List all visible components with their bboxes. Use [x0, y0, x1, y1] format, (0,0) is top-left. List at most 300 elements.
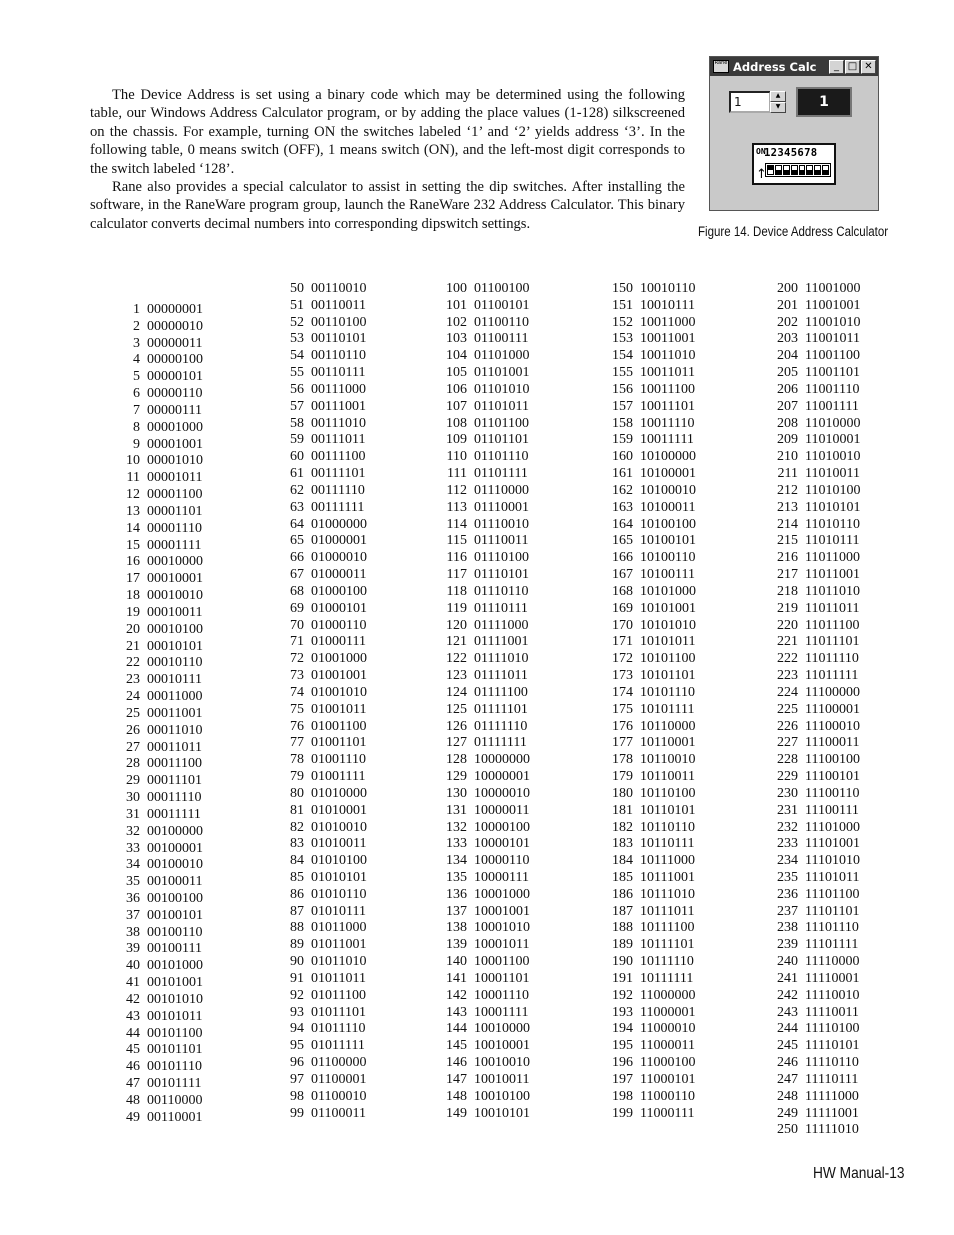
binary-code: 01010010	[311, 819, 367, 835]
address-number: 245	[777, 1038, 798, 1054]
binary-code: 00000101	[147, 369, 203, 385]
address-number: 196	[612, 1055, 633, 1071]
dip-switch-2[interactable]	[775, 165, 782, 175]
table-row	[110, 1026, 240, 1043]
table-row	[110, 554, 240, 571]
address-number: 136	[446, 886, 467, 902]
table-row	[274, 517, 404, 534]
address-number: 19	[126, 604, 140, 620]
binary-code: 00000001	[147, 302, 203, 317]
table-row	[768, 1005, 898, 1022]
address-number: 238	[777, 920, 798, 936]
address-number: 199	[612, 1105, 633, 1121]
address-number: 167	[612, 567, 633, 583]
dip-switch-8[interactable]	[822, 165, 829, 175]
spin-down-icon[interactable]: ▼	[770, 102, 786, 113]
binary-code: 01010011	[311, 836, 367, 852]
address-number: 112	[446, 482, 467, 498]
address-number: 243	[777, 1004, 798, 1020]
binary-code: 01100001	[311, 1071, 367, 1087]
address-number: 60	[290, 449, 304, 465]
address-number: 168	[612, 583, 633, 599]
dip-switch-1[interactable]	[767, 165, 774, 175]
address-number: 138	[446, 920, 467, 936]
address-number: 80	[290, 785, 304, 801]
table-row	[110, 1009, 240, 1026]
address-number: 27	[126, 739, 140, 755]
binary-code: 01101111	[474, 466, 528, 482]
table-row	[768, 500, 898, 517]
binary-code: 11101110	[805, 920, 859, 936]
address-number: 96	[290, 1055, 304, 1071]
binary-code: 10110000	[640, 718, 696, 734]
table-row	[437, 719, 567, 736]
table-row	[110, 336, 240, 353]
table-row	[110, 639, 240, 656]
address-number: 66	[290, 550, 304, 566]
address-number: 198	[612, 1088, 633, 1104]
binary-code: 00101011	[147, 1008, 203, 1024]
dip-switch-6[interactable]	[806, 165, 813, 175]
binary-code: 11000000	[640, 987, 696, 1003]
table-row	[437, 533, 567, 550]
dip-switch-bank	[765, 163, 831, 177]
binary-code: 11110010	[805, 987, 860, 1003]
table-row	[437, 634, 567, 651]
table-row	[110, 1059, 240, 1076]
address-number: 244	[777, 1021, 798, 1037]
table-row	[603, 719, 733, 736]
binary-code: 10001111	[474, 1004, 529, 1020]
binary-code: 10010010	[474, 1055, 530, 1071]
address-number: 158	[612, 415, 633, 431]
table-row	[768, 449, 898, 466]
table-row	[274, 1072, 404, 1089]
table-row	[437, 584, 567, 601]
binary-code: 10101001	[640, 600, 696, 616]
dip-switch-3[interactable]	[783, 165, 790, 175]
table-row	[768, 618, 898, 635]
address-number: 101	[446, 297, 467, 313]
binary-code: 11100100	[805, 752, 860, 768]
binary-code: 11011001	[805, 567, 860, 583]
binary-code: 11111010	[805, 1122, 859, 1138]
address-number: 8	[133, 419, 140, 435]
binary-code: 00010111	[147, 672, 202, 688]
table-row	[768, 365, 898, 382]
binary-code: 01011101	[311, 1004, 366, 1020]
address-number: 31	[126, 806, 140, 822]
address-number: 132	[446, 819, 467, 835]
table-row	[437, 836, 567, 853]
binary-code: 11010001	[805, 432, 861, 448]
address-number: 135	[446, 869, 467, 885]
address-number: 5	[133, 369, 140, 385]
address-number: 225	[777, 701, 798, 717]
binary-code: 00101010	[147, 991, 203, 1007]
table-row	[437, 735, 567, 752]
table-row	[110, 655, 240, 672]
binary-code: 00000110	[147, 386, 203, 402]
address-number: 156	[612, 381, 633, 397]
binary-code: 11000001	[640, 1004, 696, 1020]
binary-code: 01001001	[311, 668, 367, 684]
address-number: 11	[126, 470, 140, 486]
table-row	[768, 904, 898, 921]
table-row	[603, 1072, 733, 1089]
table-row	[437, 1072, 567, 1089]
address-number: 164	[612, 516, 633, 532]
table-row	[603, 988, 733, 1005]
table-row	[274, 786, 404, 803]
binary-code: 11010101	[805, 499, 861, 515]
address-number: 241	[777, 970, 798, 986]
binary-code: 01111001	[474, 634, 529, 650]
binary-code: 11010011	[805, 466, 860, 482]
binary-code: 10110110	[640, 819, 695, 835]
binary-code: 11100010	[805, 718, 860, 734]
address-number: 110	[446, 449, 467, 465]
table-row	[768, 803, 898, 820]
address-number: 188	[612, 920, 633, 936]
table-row	[110, 891, 240, 908]
table-row	[603, 634, 733, 651]
table-row	[437, 550, 567, 567]
table-row	[274, 769, 404, 786]
table-row	[768, 1122, 898, 1139]
binary-code: 01101010	[474, 381, 530, 397]
address-number: 62	[290, 482, 304, 498]
table-row	[437, 853, 567, 870]
address-number: 189	[612, 937, 633, 953]
address-number: 48	[126, 1092, 140, 1108]
table-row	[437, 348, 567, 365]
binary-code: 10100010	[640, 482, 696, 498]
binary-code: 00111001	[311, 398, 366, 414]
close-icon[interactable]: ✕	[861, 60, 876, 74]
table-row	[437, 517, 567, 534]
address-number: 137	[446, 903, 467, 919]
dipswitch-diagram	[752, 143, 836, 185]
table-row	[603, 567, 733, 584]
table-row	[768, 853, 898, 870]
address-number: 100	[446, 281, 467, 296]
table-row	[768, 483, 898, 500]
table-row	[768, 517, 898, 534]
table-row	[110, 588, 240, 605]
address-number: 1	[133, 302, 140, 317]
table-row	[768, 954, 898, 971]
binary-code: 00110101	[311, 331, 367, 347]
table-row	[603, 803, 733, 820]
table-row	[603, 836, 733, 853]
address-number: 108	[446, 415, 467, 431]
binary-code: 00010110	[147, 655, 203, 671]
binary-code: 10100101	[640, 533, 696, 549]
table-row	[768, 298, 898, 315]
address-number: 161	[612, 466, 633, 482]
address-number: 47	[126, 1076, 140, 1092]
table-row	[603, 382, 733, 399]
address-number: 63	[290, 499, 304, 515]
table-row	[437, 315, 567, 332]
binary-code: 00000010	[147, 318, 203, 334]
table-row	[274, 853, 404, 870]
binary-code: 00110001	[147, 1109, 203, 1125]
address-number: 90	[290, 954, 304, 970]
table-row	[603, 432, 733, 449]
address-number: 239	[777, 937, 798, 953]
address-number: 165	[612, 533, 633, 549]
table-row	[768, 702, 898, 719]
address-number: 32	[126, 823, 140, 839]
binary-code: 11011101	[805, 634, 860, 650]
table-row	[110, 908, 240, 925]
address-number: 150	[612, 281, 633, 296]
binary-code: 10010000	[474, 1021, 530, 1037]
binary-code: 01001010	[311, 684, 367, 700]
binary-code: 01010100	[311, 853, 367, 869]
binary-code: 11010100	[805, 482, 861, 498]
table-row	[274, 618, 404, 635]
table-row	[437, 567, 567, 584]
address-number: 240	[777, 954, 798, 970]
rane-app-icon: Rane	[713, 60, 729, 73]
address-number: 20	[126, 621, 140, 637]
binary-code: 10001011	[474, 937, 530, 953]
address-number: 102	[446, 314, 467, 330]
minimize-icon[interactable]: _	[829, 60, 844, 74]
table-row	[110, 538, 240, 555]
table-row	[768, 685, 898, 702]
address-number: 246	[777, 1055, 798, 1071]
binary-code: 11001000	[805, 281, 861, 296]
table-row	[437, 365, 567, 382]
address-number: 209	[777, 432, 798, 448]
table-row	[768, 601, 898, 618]
address-number: 204	[777, 348, 798, 364]
dip-switch-5[interactable]	[799, 165, 806, 175]
binary-code: 11001101	[805, 365, 860, 381]
table-row	[274, 836, 404, 853]
address-number: 50	[290, 281, 304, 296]
binary-code: 01000111	[311, 634, 366, 650]
binary-code: 01110000	[474, 482, 529, 498]
address-number: 197	[612, 1071, 633, 1087]
address-number: 52	[290, 314, 304, 330]
page-footer: HW Manual-13	[813, 1165, 905, 1182]
address-number: 55	[290, 365, 304, 381]
binary-code: 10101111	[640, 701, 695, 717]
binary-code: 11001001	[805, 297, 861, 313]
binary-code: 10001110	[474, 987, 529, 1003]
address-display: 1	[796, 87, 852, 117]
binary-code: 00010010	[147, 588, 203, 604]
table-row	[274, 735, 404, 752]
address-number: 36	[126, 890, 140, 906]
table-row	[110, 941, 240, 958]
table-row	[110, 453, 240, 470]
table-row	[603, 281, 733, 298]
address-number: 162	[612, 482, 633, 498]
binary-code: 01101110	[474, 449, 529, 465]
binary-code: 01101100	[474, 415, 529, 431]
table-row	[768, 1072, 898, 1089]
binary-code: 00111100	[311, 449, 366, 465]
table-row	[110, 992, 240, 1009]
decimal-address-input[interactable]: 1	[729, 91, 771, 113]
address-number: 67	[290, 567, 304, 583]
binary-code: 10000001	[474, 769, 530, 785]
binary-code: 01011000	[311, 920, 367, 936]
binary-code: 00010100	[147, 621, 203, 637]
table-row	[110, 857, 240, 874]
binary-code: 11100111	[805, 802, 859, 818]
address-number: 118	[446, 583, 467, 599]
binary-code: 00001100	[147, 487, 203, 503]
binary-code: 00000011	[147, 335, 203, 351]
address-number: 192	[612, 987, 633, 1003]
address-number: 106	[446, 381, 467, 397]
binary-code: 00001110	[147, 520, 202, 536]
address-number: 38	[126, 924, 140, 940]
table-row	[274, 920, 404, 937]
address-number: 175	[612, 701, 633, 717]
table-row	[437, 382, 567, 399]
binary-code: 01110100	[474, 550, 529, 566]
table-row	[768, 1021, 898, 1038]
binary-code: 11100001	[805, 701, 860, 717]
address-number: 26	[126, 722, 140, 738]
address-number: 133	[446, 836, 467, 852]
table-row	[603, 601, 733, 618]
binary-code: 00110100	[311, 314, 367, 330]
binary-code: 10010101	[474, 1105, 530, 1121]
binary-code: 10000010	[474, 785, 530, 801]
address-number: 247	[777, 1071, 798, 1087]
address-number: 220	[777, 617, 798, 633]
address-number: 35	[126, 874, 140, 890]
address-number: 237	[777, 903, 798, 919]
binary-code: 01110010	[474, 516, 529, 532]
binary-code: 01111010	[474, 651, 529, 667]
table-row	[110, 706, 240, 723]
binary-code: 10011101	[640, 398, 695, 414]
table-row	[437, 702, 567, 719]
table-row	[110, 420, 240, 437]
table-column	[437, 281, 567, 1122]
address-number: 224	[777, 684, 798, 700]
table-row	[437, 1089, 567, 1106]
maximize-icon[interactable]: □	[845, 60, 860, 74]
table-row	[110, 319, 240, 336]
table-row	[768, 550, 898, 567]
binary-code: 00011101	[147, 773, 202, 789]
address-number: 195	[612, 1038, 633, 1054]
table-row	[110, 672, 240, 689]
address-number: 9	[133, 436, 140, 452]
binary-code: 10000101	[474, 836, 530, 852]
binary-code: 11001110	[805, 381, 860, 397]
binary-code: 10011010	[640, 348, 696, 364]
address-number: 146	[446, 1055, 467, 1071]
address-number: 7	[133, 402, 140, 418]
address-number: 12	[126, 487, 140, 503]
binary-code: 01000100	[311, 583, 367, 599]
address-number: 148	[446, 1088, 467, 1104]
address-number: 97	[290, 1071, 304, 1087]
spin-up-icon[interactable]: ▲	[770, 91, 786, 102]
table-row	[603, 331, 733, 348]
address-number: 193	[612, 1004, 633, 1020]
binary-code: 00110111	[311, 365, 366, 381]
table-row	[274, 399, 404, 416]
address-number: 208	[777, 415, 798, 431]
address-number: 64	[290, 516, 304, 532]
binary-code: 10010111	[640, 297, 695, 313]
binary-code: 01010111	[311, 903, 366, 919]
table-row	[274, 567, 404, 584]
table-row	[768, 432, 898, 449]
table-row	[768, 937, 898, 954]
address-number: 236	[777, 886, 798, 902]
address-number: 17	[126, 571, 140, 587]
address-number: 91	[290, 970, 304, 986]
address-number: 68	[290, 583, 304, 599]
binary-code: 01101011	[474, 398, 529, 414]
binary-code: 11110101	[805, 1038, 860, 1054]
binary-code: 01001110	[311, 752, 366, 768]
table-row	[603, 786, 733, 803]
address-number: 74	[290, 684, 304, 700]
binary-code: 10011110	[640, 415, 695, 431]
binary-code: 01010000	[311, 785, 367, 801]
address-number: 181	[612, 802, 633, 818]
calculator-title-bar[interactable]	[710, 57, 878, 76]
address-number: 95	[290, 1038, 304, 1054]
address-number: 94	[290, 1021, 304, 1037]
table-row	[274, 382, 404, 399]
address-number: 143	[446, 1004, 467, 1020]
binary-code: 00010000	[147, 554, 203, 570]
binary-code: 11100000	[805, 684, 860, 700]
table-row	[437, 904, 567, 921]
address-number: 69	[290, 600, 304, 616]
address-number: 78	[290, 752, 304, 768]
binary-code: 01010101	[311, 869, 367, 885]
table-row	[110, 958, 240, 975]
table-row	[603, 954, 733, 971]
address-spinner[interactable]	[770, 91, 786, 113]
dip-switch-7[interactable]	[814, 165, 821, 175]
address-number: 79	[290, 769, 304, 785]
address-number: 122	[446, 651, 467, 667]
binary-code: 10111100	[640, 920, 695, 936]
table-row	[437, 298, 567, 315]
address-number: 28	[126, 756, 140, 772]
table-row	[110, 925, 240, 942]
binary-code: 11010000	[805, 415, 861, 431]
binary-code: 01110001	[474, 499, 529, 515]
binary-code: 00101101	[147, 1042, 203, 1058]
binary-code: 01110111	[474, 600, 528, 616]
address-number: 154	[612, 348, 633, 364]
binary-code: 10010011	[474, 1071, 530, 1087]
table-row	[274, 988, 404, 1005]
dip-switch-4[interactable]	[791, 165, 798, 175]
table-row	[274, 685, 404, 702]
table-row	[603, 702, 733, 719]
